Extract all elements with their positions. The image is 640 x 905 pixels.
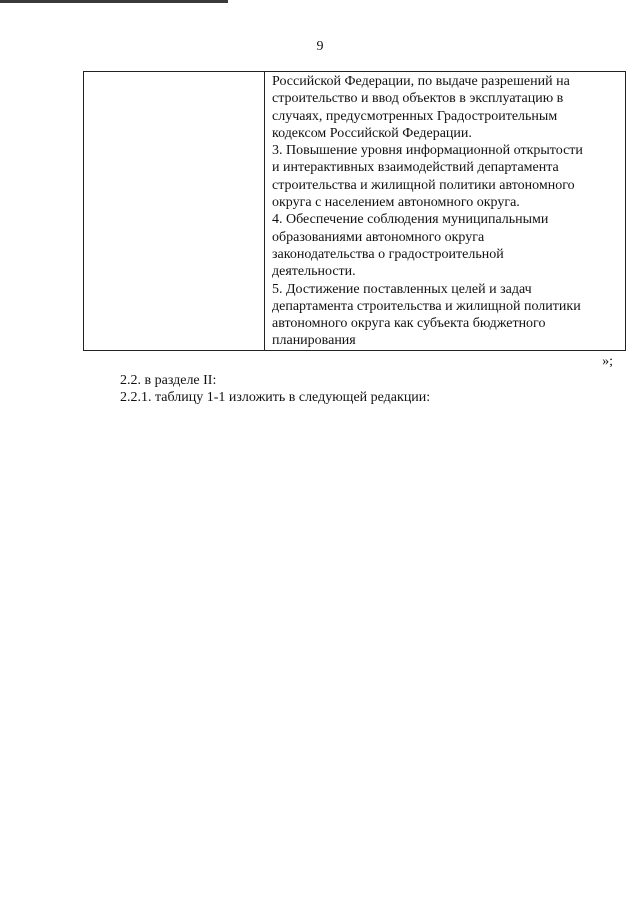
table-text-line: 5. Достижение поставленных целей и задач [272, 281, 532, 297]
table-row [84, 72, 626, 351]
table-text-line: и интерактивных взаимодействий департамента [272, 160, 559, 176]
table-text-line: 4. Обеспечение соблюдения муниципальными [272, 212, 549, 228]
closing-quote: »; [602, 354, 613, 369]
table-text-line: 3. Повышение уровня информационной открытости [272, 143, 583, 159]
goals-table [83, 71, 626, 351]
table-text-line: кодексом Российской Федерации. [272, 125, 472, 141]
paragraph-table-edit: 2.2.1. таблицу 1-1 изложить в следующей редакции: [120, 390, 431, 405]
table-cell-goals [265, 72, 626, 351]
table-text-line: деятельности. [272, 264, 356, 280]
scan-edge-mark [0, 0, 228, 3]
table-text-line: департамента строительства и жилищной политики [272, 298, 581, 314]
table-text-line: строительство и ввод объектов в эксплуатацию в [272, 91, 564, 107]
table-text-line: округа с населением автономного округа. [272, 195, 520, 211]
table-text-line: автономного округа как субъекта бюджетного [272, 316, 546, 332]
table-cell-empty [84, 72, 265, 351]
table-text-line: строительства и жилищной политики автономного [272, 177, 575, 193]
page-number: 9 [316, 39, 324, 54]
table-text-line: планирования [272, 333, 356, 349]
table-text-line: Российской Федерации, по выдаче разрешений на [272, 74, 570, 89]
table-text-line: законодательства о градостроительной [272, 246, 504, 262]
table-text-line: образованиями автономного округа [272, 229, 485, 245]
paragraph-section-ii: 2.2. в разделе II: [120, 373, 217, 388]
table-text-line: случаях, предусмотренных Градостроительным [272, 108, 558, 124]
